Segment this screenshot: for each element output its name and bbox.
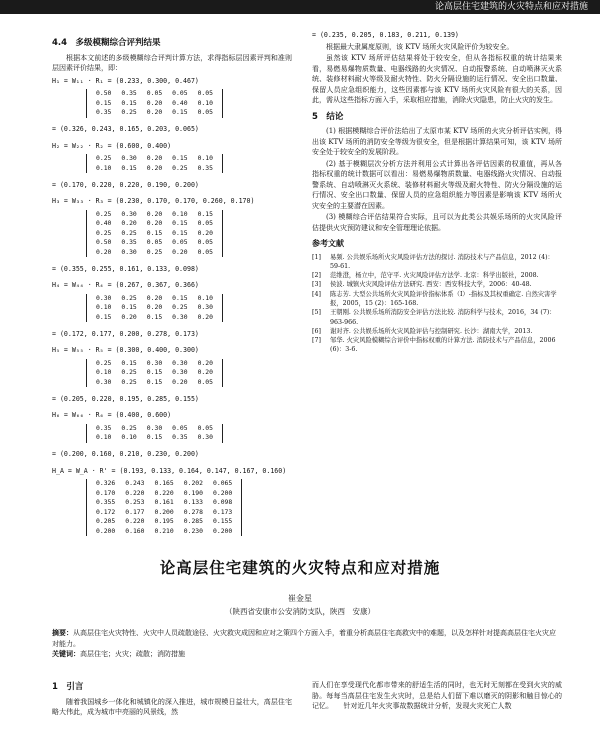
intro-paragraph-left: 随着我国城乡一体化和城镇化的深入推进，城市规模日益壮大，高层住宅略大伟此，成为城市中亮丽的风景线，然 [52, 697, 292, 716]
matrix-cell: 0.35 [121, 238, 137, 246]
matrix-cell: 0.05 [197, 238, 213, 246]
result-r4: = (0.172, 0.177, 0.200, 0.278, 0.173) [52, 329, 199, 338]
equation-ha: H_A = W_A · R' = (0.193, 0.133, 0.164, 0.147, 0.167, 0.160) [52, 466, 287, 475]
matrix-cell: 0.05 [172, 89, 188, 97]
matrix-cell: 0.40 [172, 98, 188, 107]
matrix-cell: 0.133 [183, 498, 203, 506]
matrix-cell: 0.200 [154, 507, 174, 516]
matrix-row [91, 489, 237, 499]
matrix-cell: 0.20 [96, 247, 112, 256]
matrix-cell: 0.30 [146, 358, 163, 367]
article-title: 论高层住宅建筑的火灾特点和应对措施 [159, 558, 441, 577]
matrix-cell: 0.30 [197, 303, 213, 311]
reference-item: [3] 侯波. 城镇火灾风险评估方法研究. 西安：西安科技大学，2006：40-48. [312, 281, 532, 289]
matrix-row [91, 433, 218, 443]
matrix-cell: 0.200 [213, 488, 233, 497]
matrix-cell: 0.10 [197, 293, 213, 302]
matrix-cell: 0.15 [96, 98, 112, 107]
references-title: 参考文献 [312, 239, 344, 248]
equation-h5: H₅ = W₅₅ · R₅ = (0.300, 0.400, 0.300) [52, 346, 199, 354]
reference-item: [6] 谢对齐. 公共娱乐场所火灾风险评估与控制研究. 长沙：湖南大学，2013. [312, 327, 533, 335]
conclusion-3: (3) 模糊综合评估结果符合实际，且可以为此类公共娱乐场所的火灾风险评估提供火灾预防建议和安全管理理论依据。 [312, 213, 562, 232]
matrix-r1 [86, 89, 223, 118]
matrix-row [91, 527, 237, 537]
matrix-cell: 0.20 [146, 293, 163, 302]
matrix-cell: 0.30 [197, 433, 213, 441]
final-evaluation-text: 根据最大隶属度原则，该 KTV 场所火灾风险评价为较安全。 [326, 42, 514, 51]
matrix-cell: 0.25 [121, 368, 137, 376]
matrix-cell: 0.10 [197, 154, 213, 162]
matrix-cell: 0.326 [96, 479, 116, 487]
matrix-cell: 0.30 [121, 154, 137, 162]
matrix-cell: 0.20 [121, 219, 137, 227]
right-column [312, 28, 562, 355]
result-r6: = (0.200, 0.160, 0.210, 0.230, 0.200) [52, 450, 199, 458]
matrix-cell: 0.15 [146, 228, 163, 237]
matrix-r4 [86, 294, 223, 323]
matrix-row [91, 368, 218, 378]
matrix-cell: 0.05 [197, 108, 213, 116]
matrix-cell: 0.10 [96, 433, 112, 441]
keywords-text: 高层住宅；火灾；疏散；消防措施 [80, 650, 185, 658]
matrix-cell: 0.15 [121, 358, 137, 367]
reference-item: [5] 王朝刚. 公共娱乐场所消防安全评估方法比较. 消防科学与技术，2016，34 (7)：963-966. [312, 309, 556, 326]
matrix-cell: 0.285 [183, 517, 203, 525]
matrix-cell: 0.190 [183, 488, 203, 497]
matrix-r3 [86, 210, 223, 258]
matrix-cell: 0.15 [172, 228, 188, 237]
keywords-label: 关键词： [52, 650, 80, 658]
matrix-cell: 0.15 [146, 433, 163, 441]
conclusion-1: (1) 根据模糊综合评价法给出了太原市某 KTV 场所的火灾分析评估实例，得出该 KTV 场所的消防安全等级为很安全，但是根据计算结果可知，该 KTV 场所安全处于较安全的发展阶段。 [312, 127, 562, 156]
matrix-cell: 0.30 [172, 358, 188, 367]
matrix-cell: 0.15 [121, 163, 137, 172]
matrix-row [91, 424, 218, 434]
matrix-cell: 0.155 [213, 517, 233, 525]
keywords [52, 649, 562, 660]
running-header [0, 0, 600, 14]
matrix-cell: 0.10 [96, 303, 112, 311]
matrix-cell: 0.220 [125, 488, 145, 497]
analysis-paragraph: 虽然该 KTV 场所评估结果将处于较安全，但从各指标权重的统计结果来看，易燃易爆物质数量、电器线路的火灾情况、自动报警系统、自动喷淋灭火系统、装修材料耐火等级及耐火特性、防火分隔设施的运行情况、安全出口数量、保留人员应急组织能力，这些因素都与该 KTV 场所火灾风险有很大的关系，因此，需从这些指标方面入手，采取相应措施，消除火灾隐患，防止火灾的发生。 [312, 54, 562, 104]
matrix-cell: 0.177 [125, 507, 145, 516]
matrix-cell: 0.065 [213, 479, 233, 487]
matrix-cell: 0.25 [121, 228, 137, 237]
matrix-cell: 0.35 [96, 423, 112, 432]
left-column [52, 36, 292, 542]
matrix-cell: 0.30 [121, 209, 137, 218]
equation-h1: H₁ = W₁₁ · R₁ = (0.233, 0.300, 0.467) [52, 76, 199, 85]
matrix-cell: 0.35 [121, 89, 137, 97]
matrix-cell: 0.25 [121, 377, 137, 386]
reference-item: [7] 邹华. 火灾风险模糊综合评价中指标权重的计算方法. 消防技术与产品信息，2006 (6)：3-6. [312, 337, 556, 354]
matrix-cell: 0.200 [96, 526, 116, 535]
matrix-cell: 0.30 [121, 247, 137, 256]
reference-item: [4] 陈志芳. 大型公共场所火灾风险评价指标体系（Ⅰ）-指标及其权重确定. 自然灾害学报，2005，15 (2)：165-168. [312, 290, 557, 307]
matrix-cell: 0.10 [172, 209, 188, 218]
matrix-cell: 0.20 [146, 98, 163, 107]
matrix-r5 [86, 359, 223, 388]
matrix-cell: 0.30 [172, 312, 188, 321]
matrix-row [91, 508, 237, 518]
matrix-cell: 0.25 [172, 303, 188, 311]
intro-right-column [312, 680, 562, 713]
abstract-block [52, 628, 562, 660]
reference-item: [1] 易频. 公共娱乐场所火灾风险评估方法的探讨. 消防技术与产品信息，2012 (4)：59-61. [312, 253, 554, 270]
matrix-cell: 0.20 [146, 108, 163, 116]
matrix-cell: 0.20 [197, 368, 213, 376]
matrix-row [91, 89, 218, 99]
matrix-cell: 0.20 [197, 312, 213, 321]
matrix-cell: 0.15 [172, 219, 188, 227]
equation-h2: H₂ = W₂₂ · R₂ = (0.600, 0.400) [52, 141, 172, 150]
matrix-cell: 0.355 [96, 498, 116, 506]
matrix-cell: 0.50 [96, 89, 112, 97]
intro-left-column [52, 680, 292, 719]
matrix-cell: 0.35 [197, 163, 213, 172]
matrix-cell: 0.05 [197, 89, 213, 97]
matrix-cell: 0.05 [146, 238, 163, 246]
matrix-cell: 0.200 [213, 526, 233, 535]
matrix-cell: 0.25 [96, 358, 112, 367]
matrix-cell: 0.15 [96, 312, 112, 321]
matrix-cell: 0.05 [172, 238, 188, 246]
section-4-4-title: 4.4 多级模糊综合评判结果 [52, 38, 161, 48]
matrix-cell: 0.25 [121, 293, 137, 302]
matrix-cell: 0.20 [121, 312, 137, 321]
matrix-cell: 0.35 [96, 108, 112, 116]
matrix-cell: 0.25 [172, 163, 188, 172]
matrix-row [91, 517, 237, 527]
matrix-cell: 0.210 [154, 526, 174, 535]
matrix-cell: 0.50 [96, 238, 112, 246]
matrix-cell: 0.05 [172, 423, 188, 432]
matrix-cell: 0.20 [146, 303, 163, 311]
equation-h6: H₆ = W₆₆ · R₆ = (0.400, 0.600) [52, 411, 172, 419]
matrix-cell: 0.20 [197, 358, 213, 367]
matrix-cell: 0.15 [197, 209, 213, 218]
conclusion-2: (2) 基于模糊层次分析方法并利用公式计算出各评估因素的权重值，再从各指标权重的统计数据可以看出：易燃易爆物质数量、电器线路火灾情况、自动报警系统、自动喷淋灭火系统、装修材料耐火等级及耐火特性、防火分隔设施的运行情况、安全出口数量、保留人员的应急组织能力等因素是影响该 KTV 场所火灾安全的主要潜在因素。 [312, 159, 562, 210]
matrix-cell: 0.15 [172, 293, 188, 302]
matrix-cell: 0.205 [96, 517, 116, 525]
matrix-cell: 0.05 [197, 377, 213, 386]
matrix-row [91, 498, 237, 508]
matrix-cell: 0.15 [146, 377, 163, 386]
matrix-row [91, 238, 218, 248]
matrix-cell: 0.25 [96, 209, 112, 218]
matrix-cell: 0.05 [197, 219, 213, 227]
matrix-cell: 0.30 [96, 293, 112, 302]
matrix-cell: 0.25 [121, 423, 137, 432]
matrix-cell: 0.35 [172, 433, 188, 441]
matrix-cell: 0.25 [96, 154, 112, 162]
matrix-cell: 0.20 [172, 377, 188, 386]
matrix-cell: 0.25 [146, 247, 163, 256]
matrix-cell: 0.253 [125, 498, 145, 506]
matrix-cell: 0.20 [146, 219, 163, 227]
matrix-cell: 0.30 [96, 377, 112, 386]
matrix-cell: 0.15 [121, 303, 137, 311]
matrix-cell: 0.278 [183, 507, 203, 516]
result-r5: = (0.205, 0.220, 0.195, 0.285, 0.155) [52, 394, 199, 403]
matrix-cell: 0.20 [172, 247, 188, 256]
result-r2: = (0.170, 0.220, 0.220, 0.190, 0.200) [52, 180, 199, 189]
matrix-cell: 0.15 [172, 108, 188, 116]
matrix-cell: 0.05 [197, 247, 213, 256]
abstract [52, 628, 562, 649]
matrix-cell: 0.220 [125, 517, 145, 525]
result-final: = (0.235, 0.205, 0.183, 0.211, 0.139) [312, 31, 459, 39]
matrix-cell: 0.161 [154, 498, 174, 506]
matrix-cell: 0.15 [146, 368, 163, 376]
matrix-row [91, 219, 218, 229]
matrix-cell: 0.30 [146, 423, 163, 432]
matrix-row [91, 248, 218, 258]
matrix-cell: 0.172 [96, 507, 116, 516]
matrix-row [91, 313, 218, 323]
matrix-cell: 0.15 [172, 154, 188, 162]
matrix-cell: 0.10 [96, 163, 112, 172]
matrix-cell: 0.20 [146, 209, 163, 218]
section-5-title: 5 结论 [312, 111, 344, 122]
matrix-cell: 0.202 [183, 479, 203, 487]
reference-item: [2] 范维澄，杨立中，范守平. 火灾风险评估方法学. 北京：科学出版社，2008. [312, 272, 539, 280]
matrix-cell: 0.10 [197, 98, 213, 107]
matrix-cell: 0.173 [213, 507, 233, 516]
matrix-row [91, 154, 218, 164]
matrix-cell: 0.160 [125, 526, 145, 535]
matrix-cell: 0.05 [197, 423, 213, 432]
matrix-cell: 0.10 [96, 368, 112, 376]
matrix-final [86, 479, 242, 536]
matrix-r6 [86, 424, 223, 443]
result-r3: = (0.355, 0.255, 0.161, 0.133, 0.098) [52, 264, 199, 273]
matrix-cell: 0.15 [146, 312, 163, 321]
article-author: 崔金星 [288, 594, 312, 603]
matrix-row [91, 479, 237, 489]
matrix-row [91, 164, 218, 174]
matrix-cell: 0.10 [121, 433, 137, 441]
matrix-row [91, 229, 218, 239]
abstract-label: 摘要： [52, 629, 73, 637]
matrix-row [91, 108, 218, 118]
intro-paragraph-right: 而人们在享受现代化都市带来的舒适生活的同时，也无时无刻都在受到火灾的威胁。每每当高层住宅发生火灾时，总是给人们留下难以磨灭的阴影和触目惊心的记忆。 针对近几年火灾事故数据统计分析，发现火灾死亡人数 [312, 681, 562, 710]
abstract-text: 从高层住宅火灾特性、火灾中人员疏散途径、火灾救灾成因和应对之策四个方面入手，着重分析高层住宅高救灾中的难题，以及怎样针对提高高层住宅火灾应对能力。 [52, 629, 556, 648]
matrix-cell: 0.170 [96, 488, 116, 497]
matrix-cell: 0.098 [213, 498, 233, 506]
matrix-row [91, 294, 218, 304]
matrix-cell: 0.20 [197, 228, 213, 237]
matrix-cell: 0.25 [121, 108, 137, 116]
matrix-cell: 0.20 [146, 154, 163, 162]
matrix-row [91, 359, 218, 369]
intro-heading: 1 引言 [52, 682, 84, 692]
reference-list [312, 253, 562, 355]
matrix-row [91, 303, 218, 313]
article-affiliation: （陕西省安康市公安消防支队，陕西 安康） [225, 607, 375, 616]
matrix-cell: 0.25 [96, 228, 112, 237]
matrix-r2 [86, 154, 223, 173]
matrix-cell: 0.30 [172, 368, 188, 376]
matrix-cell: 0.230 [183, 526, 203, 535]
section-4-4-intro: 根据本文前述的多级模糊综合评判计算方法，求得指标层因素评判和准则层因素评价结果，即： [52, 53, 292, 72]
equation-h3: H₃ = W₃₃ · R₃ = (0.230, 0.170, 0.170, 0.260, 0.170) [52, 197, 255, 205]
matrix-cell: 0.165 [154, 479, 174, 487]
result-r1: = (0.326, 0.243, 0.165, 0.203, 0.065) [52, 125, 199, 133]
matrix-cell: 0.40 [96, 219, 112, 227]
running-title: 论高层住宅建筑的火灾特点和应对措施 [434, 2, 588, 12]
matrix-cell: 0.220 [154, 488, 174, 497]
equation-h4: H₄ = W₄₄ · R₄ = (0.267, 0.367, 0.366) [52, 281, 199, 289]
matrix-cell: 0.243 [125, 479, 145, 487]
matrix-row [91, 99, 218, 109]
matrix-cell: 0.195 [154, 517, 174, 525]
matrix-cell: 0.05 [146, 89, 163, 97]
matrix-row [91, 378, 218, 388]
matrix-row [91, 210, 218, 220]
matrix-cell: 0.20 [146, 163, 163, 172]
matrix-cell: 0.15 [121, 98, 137, 107]
